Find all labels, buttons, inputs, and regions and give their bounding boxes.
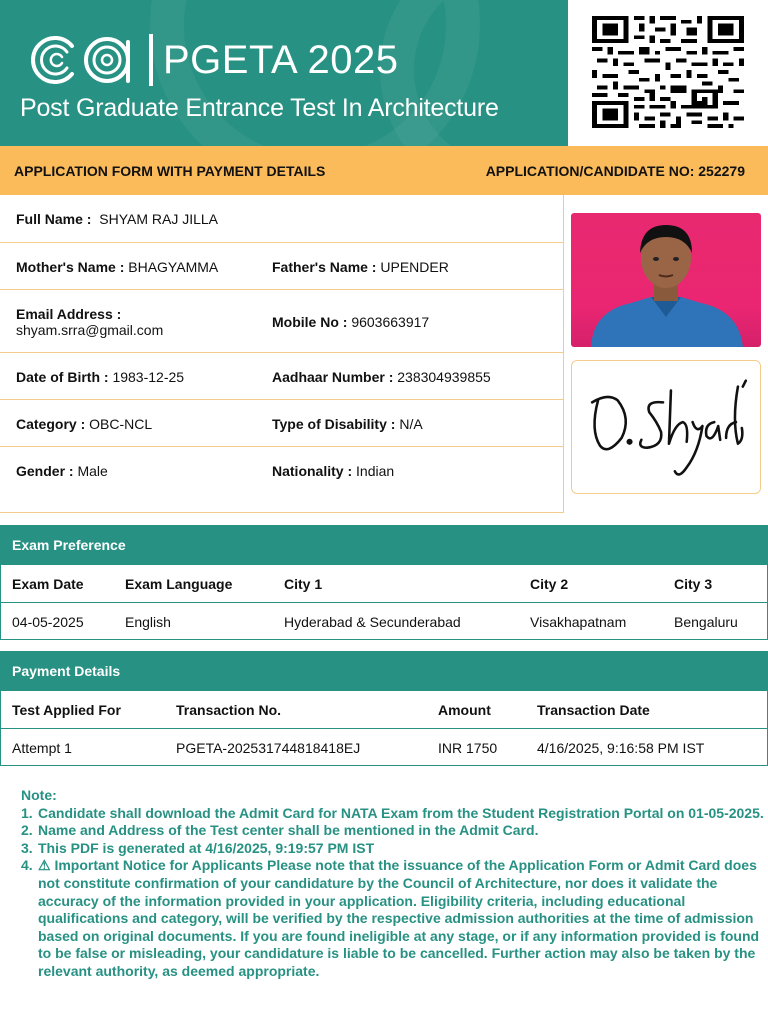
note-number: 1. [21, 804, 33, 821]
transaction-date-value: 4/16/2025, 9:16:58 PM IST [537, 740, 705, 756]
note-number: 3. [21, 839, 33, 856]
logo-divider [149, 34, 153, 86]
col-city-1: City 1 [284, 576, 323, 592]
mobile-field [272, 290, 429, 353]
table-row [1, 602, 767, 640]
city-2-value: Visakhapatnam [530, 614, 627, 630]
test-applied-for-value: Attempt 1 [12, 740, 72, 756]
page-subtitle: Post Graduate Entrance Test In Architecture [20, 94, 499, 122]
father-name-field [272, 243, 449, 290]
header-banner [0, 0, 768, 146]
aadhaar-value: 238304939855 [397, 368, 491, 385]
full-name-label: Full Name : [16, 211, 92, 227]
aadhaar-field [272, 353, 491, 400]
note-text: Name and Address of the Test center shall be mentioned in the Admit Card. [38, 822, 539, 839]
qr-code-icon [592, 16, 744, 128]
qr-code-container [568, 0, 768, 146]
email-label: Email Address : [16, 305, 122, 322]
email-value: shyam.srra@gmail.com [16, 321, 164, 338]
table-row [1, 728, 767, 766]
form-title: APPLICATION FORM WITH PAYMENT DETAILS [14, 162, 326, 179]
candidate-signature [571, 360, 761, 494]
exam-preference-heading: Exam Preference [1, 526, 767, 564]
father-name-value: UPENDER [380, 258, 449, 275]
mother-name-field [16, 243, 218, 290]
col-transaction-date: Transaction Date [537, 702, 650, 718]
candidate-number: APPLICATION/CANDIDATE NO: 252279 [485, 162, 745, 179]
category-value: OBC-NCL [89, 415, 153, 432]
mobile-value: 9603663917 [351, 313, 430, 330]
gender-label: Gender : [16, 463, 74, 479]
dob-field [16, 353, 184, 400]
father-name-label: Father's Name : [272, 258, 377, 275]
full-name-field [16, 195, 218, 243]
disability-value: N/A [399, 415, 423, 432]
full-name-value: SHYAM RAJ JILLA [99, 211, 219, 227]
nationality-label: Nationality : [272, 463, 353, 479]
notes-section [21, 787, 766, 981]
col-exam-language: Exam Language [125, 576, 233, 592]
note-text: Candidate shall download the Admit Card for NATA Exam from the Student Registration Portal on 01-05-2025. [38, 804, 764, 821]
dob-label: Date of Birth : [16, 368, 109, 385]
col-city-3: City 3 [674, 576, 713, 592]
photo-signature-column [564, 195, 768, 513]
category-field [16, 400, 152, 447]
transaction-no-value: PGETA-202531744818418EJ [176, 740, 361, 756]
col-amount: Amount [438, 702, 491, 718]
exam-date-value: 04-05-2025 [12, 614, 84, 630]
row-category [0, 400, 564, 447]
coa-logo [20, 30, 399, 90]
page-title: PGETA 2025 [163, 38, 399, 82]
dob-value: 1983-12-25 [112, 368, 185, 385]
exam-preference-table [0, 525, 768, 640]
note-number: 2. [21, 822, 33, 839]
gender-value: Male [77, 463, 108, 479]
ca-logo-icon [20, 30, 145, 90]
row-contact [0, 290, 564, 353]
nationality-field [272, 447, 394, 495]
personal-details [0, 195, 564, 513]
exam-table-header-row [1, 564, 767, 602]
nationality-value: Indian [356, 463, 395, 479]
col-exam-date: Exam Date [12, 576, 84, 592]
note-number: 4. [21, 857, 33, 874]
mobile-label: Mobile No : [272, 313, 348, 330]
row-dob-aadhaar [0, 353, 564, 400]
form-info-band [0, 146, 768, 195]
city-1-value: Hyderabad & Secunderabad [284, 614, 461, 630]
amount-value: INR 1750 [438, 740, 498, 756]
person-photo-icon [571, 213, 761, 347]
email-field [16, 290, 163, 353]
aadhaar-label: Aadhaar Number : [272, 368, 394, 385]
payment-table-header-row [1, 690, 767, 728]
row-parents [0, 243, 564, 290]
candidate-photo [571, 213, 761, 347]
gender-field [16, 447, 108, 495]
row-full-name [0, 195, 564, 243]
col-test-applied-for: Test Applied For [12, 702, 121, 718]
mother-name-label: Mother's Name : [16, 258, 125, 275]
col-city-2: City 2 [530, 576, 569, 592]
disability-label: Type of Disability : [272, 415, 396, 432]
row-gender [0, 447, 564, 495]
list-item [21, 857, 766, 980]
list-item [21, 822, 766, 840]
note-text: ⚠ Important Notice for Applicants Please note that the issuance of the Application Form or Admit Card does not constitute confirmation of your candidature by the Council of Architecture, nor does it validate the accuracy of the information provided in your application. Eligibility criteria, including educational qualifications and category, will be verified by the respective admission authorities at the time of admission based on original documents. If you are found ineligible at any stage, or if any information provided is found to be false or misleading, your candidature is liable to be cancelled. Further action may also be taken by the relevant authority, as deemed appropriate. [38, 857, 760, 979]
note-text: This PDF is generated at 4/16/2025, 9:19:57 PM IST [38, 839, 375, 856]
signature-icon [572, 361, 760, 493]
col-transaction-no: Transaction No. [176, 702, 282, 718]
list-item [21, 840, 766, 858]
category-label: Category : [16, 415, 86, 432]
mother-name-value: BHAGYAMMA [128, 258, 219, 275]
notes-heading: Note: [21, 787, 57, 803]
exam-language-value: English [125, 614, 171, 630]
payment-details-heading: Payment Details [1, 652, 767, 690]
payment-details-table [0, 651, 768, 766]
disability-field [272, 400, 423, 447]
city-3-value: Bengaluru [674, 614, 738, 630]
list-item [21, 805, 766, 823]
